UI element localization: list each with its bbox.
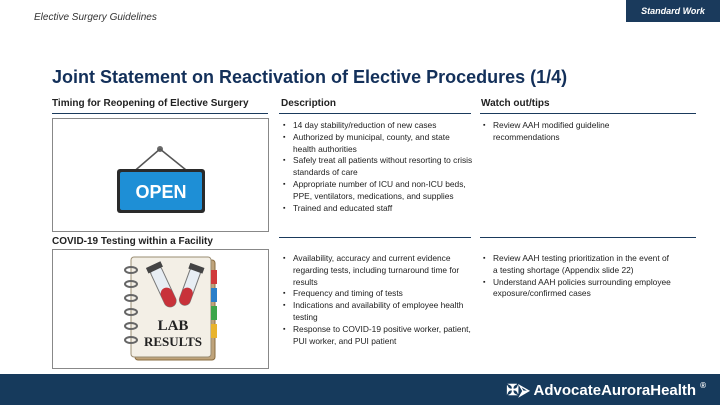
open-sign-icon [53,119,268,231]
list-item: ▪ Review AAH modified guideline recommendations [483,120,673,144]
list-item: ▪ 14 day stability/reduction of new cases [283,120,473,132]
list-item: ▪ Understand AAH policies surrounding employee exposure/confirmed cases [483,277,673,301]
row2-watch-list [483,253,673,300]
svg-text:OPEN: OPEN [135,182,187,202]
column-rule-watch [480,113,696,114]
row-rule-watch [480,237,696,238]
row1-watch-list [483,120,673,144]
list-item: ▪ Safely treat all patients without resorting to crisis standards of care [283,155,473,179]
svg-text:LAB: LAB [157,318,189,334]
column-header-description: Description [281,98,337,109]
standard-work-tag: Standard Work [626,0,720,22]
row2-description-list [283,253,473,347]
column-rule-timing [52,113,268,114]
list-item: ▪ Authorized by municipal, county, and state health authorities [283,132,473,156]
svg-text:RESULTS: RESULTS [143,334,203,349]
row1-description-list [283,120,473,214]
registered-mark: ® [700,381,706,390]
logo-text: AdvocateAuroraHealth [533,381,697,399]
list-item: ▪ Response to COVID-19 positive worker, patient, PUI worker, and PUI patient [283,324,473,348]
open-sign-image [52,118,269,232]
lab-results-notebook-icon [53,250,268,368]
list-item: ▪ Indications and availability of employee health testing [283,300,473,324]
list-item: ▪ Appropriate number of ICU and non-ICU beds, PPE, ventilators, medications, and supplies [283,179,473,203]
section-label-covid-testing: COVID-19 Testing within a Facility [52,236,213,247]
footer-bar [0,374,720,405]
list-item: ▪ Availability, accuracy and current evidence regarding tests, including turnaround time for results [283,253,473,288]
column-header-watch: Watch out/tips [481,98,550,109]
advocate-cross-icon: ✠⮚ [506,382,530,399]
list-item: ▪ Review AAH testing prioritization in the event of a testing shortage (Appendix slide 22) [483,253,673,277]
lab-results-image [52,249,269,369]
column-rule-description [279,113,471,114]
row-rule-description [279,237,471,238]
column-header-timing: Timing for Reopening of Elective Surgery [52,98,249,109]
list-item: ▪ Trained and educated staff [283,203,473,215]
list-item: ▪ Frequency and timing of tests [283,288,473,300]
advocate-aurora-logo [506,381,706,399]
deck-subtitle: Elective Surgery Guidelines [34,12,157,23]
page-title: Joint Statement on Reactivation of Elective Procedures (1/4) [52,67,568,87]
